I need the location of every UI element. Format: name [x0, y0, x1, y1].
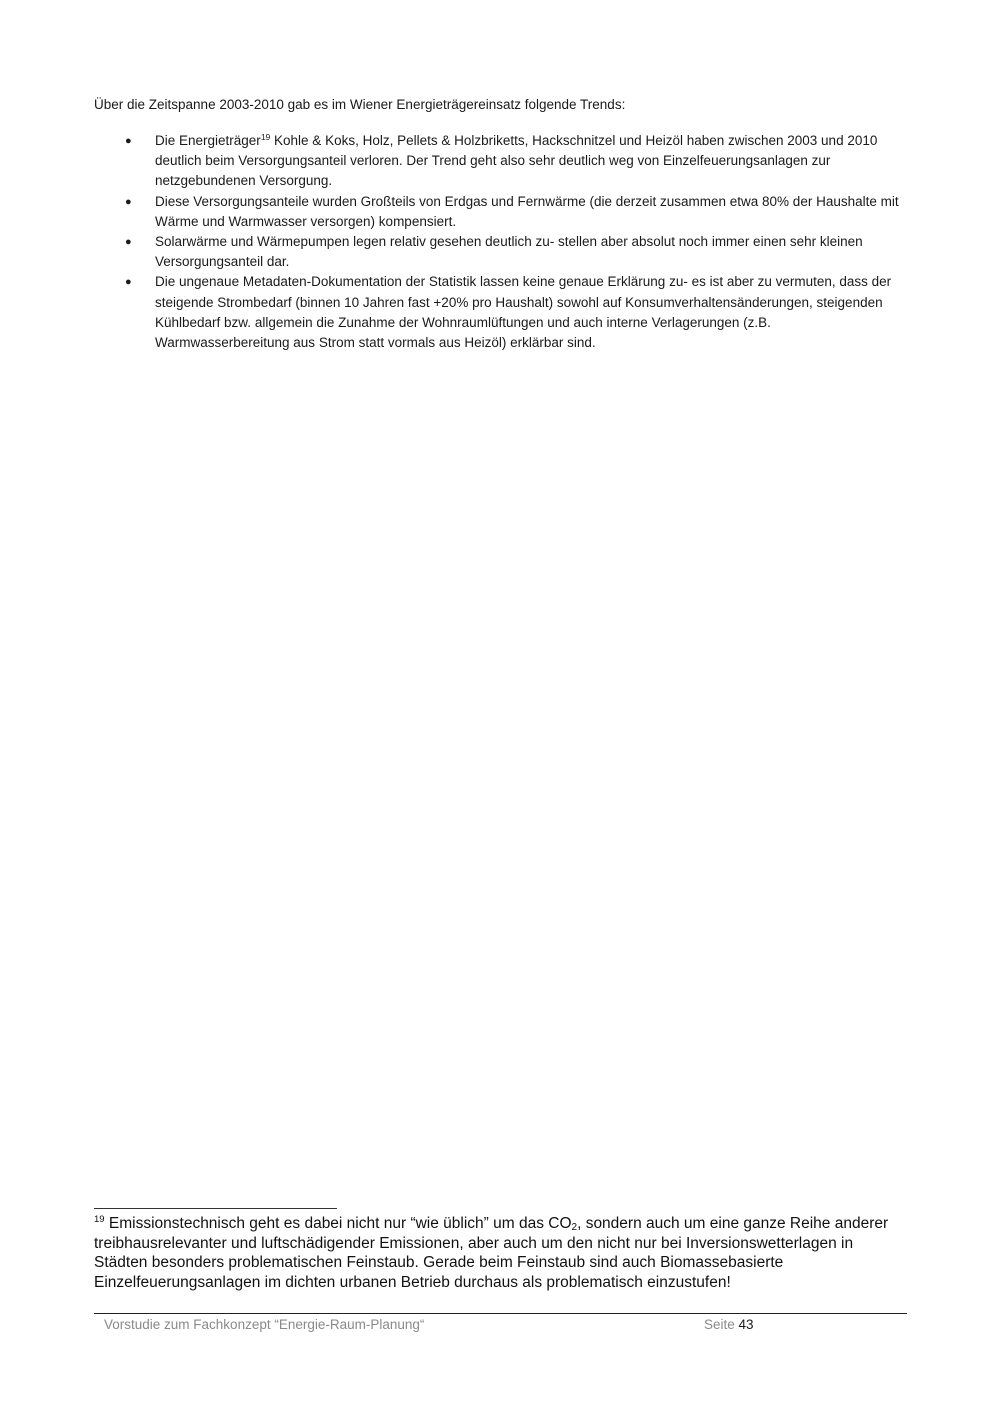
bullet-text: Diese Versorgungsanteile wurden Großteils von Erdgas und Fernwärme (die derzeit zusammen etwa 80% der Haushalte mit Wärme und Warmwasser versorgen) kompensiert. [155, 193, 899, 229]
footnote-divider [94, 1208, 337, 1209]
page-indicator [704, 1317, 754, 1332]
footer-divider [94, 1313, 907, 1314]
footnote [94, 1214, 906, 1292]
bullet-icon: ● [125, 276, 132, 289]
bullet-text: Kohle & Koks, Holz, Pellets & Holzbriketts, Hackschnitzel und Heizöl haben zwischen 2003 und 2010 deutlich beim Versorgungsanteil verloren. Der Trend geht also sehr deutlich weg von Einzelfeuerungsanlagen zur netzgebundenen Versorgung. [155, 133, 878, 189]
bullet-icon: ● [125, 135, 132, 147]
bullet-icon: ● [125, 195, 132, 208]
bullet-text: Die Energieträger [155, 133, 261, 148]
bullet-text: Die ungenaue Metadaten-Dokumentation der Statistik lassen keine genaue Erklärung zu- es ist aber zu vermuten, dass der steigende Strombedarf (binnen 10 Jahren fast +20% pro Haushalt) sowohl auf Konsumverhaltensänderungen, steigenden Kühlbedarf bzw. allgemein die Zunahme der Wohnraumlüftungen und auch interne Verlagerungen (z.B. Warmwasserbereitung aus Strom statt vormals aus Heizöl) erklärbar sind. [155, 274, 892, 351]
list-item [94, 131, 906, 192]
footnote-text: , sondern auch um eine ganze Reihe anderer treibhausrelevanter und luftschädigender Emissionen, aber auch um den nicht nur bei Inversionswetterlagen in Städten besonders problematischen Feinstaub. Gerade beim Feinstaub sind auch Biomassebasierte Einzelfeuerungsanlagen im dichten urbanen Betrieb durchaus als problematisch einzustufen! [94, 1215, 889, 1291]
page-number: 43 [738, 1317, 754, 1332]
footer-title: Vorstudie zum Fachkonzept “Energie-Raum-Planung“ [104, 1317, 425, 1332]
page-label: Seite [704, 1317, 735, 1332]
list-item [94, 192, 906, 232]
bullet-icon: ● [125, 236, 132, 249]
list-item [94, 232, 906, 272]
footnote-number: 19 [94, 1214, 105, 1225]
bullet-text: Solarwärme und Wärmepumpen legen relativ gesehen deutlich zu- stellen aber absolut noch immer einen sehr kleinen Versorgungsanteil dar. [155, 234, 863, 270]
trend-list [94, 131, 906, 353]
list-item [94, 272, 906, 353]
footnote-reference[interactable]: 19 [260, 132, 271, 142]
footnote-subscript: 2 [571, 1222, 578, 1233]
intro-paragraph: Über die Zeitspanne 2003-2010 gab es im Wiener Energieträgereinsatz folgende Trends: [94, 97, 626, 112]
footnote-text: Emissionstechnisch geht es dabei nicht nur “wie üblich” um das CO [104, 1215, 572, 1232]
